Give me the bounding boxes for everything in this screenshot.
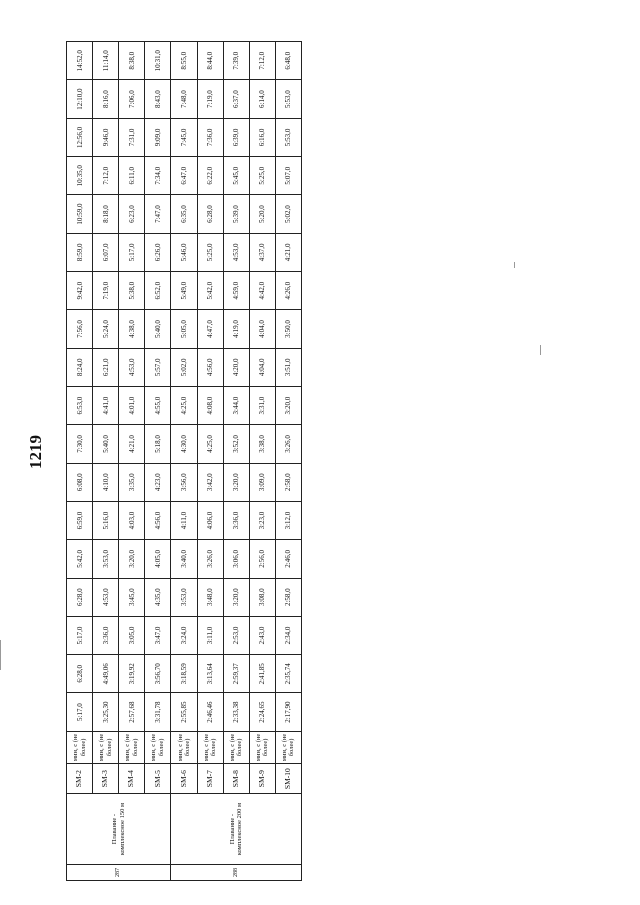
time-value-cell: 4:53,0 <box>93 578 119 616</box>
row-number-cell: 288 <box>171 864 302 880</box>
time-value-cell: 5:07,0 <box>275 157 301 195</box>
time-value-cell: 3:53,0 <box>93 540 119 578</box>
time-value-cell: 6:26,0 <box>145 233 171 271</box>
time-value-cell: 3:13,64 <box>197 655 223 693</box>
time-value-cell: 9:46,0 <box>93 118 119 156</box>
time-value-cell: 7:45,0 <box>171 118 197 156</box>
time-value-cell: 5:53,0 <box>275 80 301 118</box>
time-value-cell: 6:16,0 <box>249 118 275 156</box>
time-value-cell: 7:12,0 <box>249 42 275 80</box>
row-number-cell: 287 <box>67 864 171 880</box>
time-value-cell: 3:18,59 <box>171 655 197 693</box>
time-value-cell: 4:53,0 <box>223 233 249 271</box>
time-value-cell: 3:45,0 <box>119 578 145 616</box>
time-value-cell: 6:08,0 <box>67 463 93 501</box>
unit-cell: мин, с (не более) <box>249 731 275 763</box>
time-value-cell: 8:55,0 <box>171 42 197 80</box>
time-value-cell: 2:53,0 <box>223 616 249 654</box>
time-value-cell: 6:59,0 <box>67 501 93 539</box>
time-value-cell: 10:35,0 <box>67 157 93 195</box>
time-value-cell: 4:41,0 <box>93 386 119 424</box>
time-value-cell: 7:30,0 <box>67 425 93 463</box>
time-value-cell: 2:24,65 <box>249 693 275 731</box>
unit-cell: мин, с (не более) <box>119 731 145 763</box>
time-value-cell: 4:49,06 <box>93 655 119 693</box>
scan-mark <box>540 345 541 355</box>
time-value-cell: 3:31,0 <box>249 386 275 424</box>
discipline-cell: Плавание - комплексное 150 м <box>67 794 171 865</box>
time-value-cell: 4:10,0 <box>93 463 119 501</box>
time-value-cell: 5:17,0 <box>119 233 145 271</box>
time-value-cell: 4:42,0 <box>249 272 275 310</box>
time-value-cell: 12:10,0 <box>67 80 93 118</box>
time-value-cell: 3:50,0 <box>275 310 301 348</box>
time-value-cell: 3:40,0 <box>171 540 197 578</box>
time-value-cell: 4:59,0 <box>223 272 249 310</box>
unit-cell: мин, с (не более) <box>67 731 93 763</box>
time-value-cell: 2:56,0 <box>249 540 275 578</box>
time-value-cell: 10:31,0 <box>145 42 171 80</box>
time-value-cell: 2:58,0 <box>275 463 301 501</box>
time-value-cell: 2:35,74 <box>275 655 301 693</box>
time-value-cell: 4:47,0 <box>197 310 223 348</box>
table-row <box>93 42 119 881</box>
time-value-cell: 4:06,0 <box>197 501 223 539</box>
time-value-cell: 6:07,0 <box>93 233 119 271</box>
time-value-cell: 4:37,0 <box>249 233 275 271</box>
time-value-cell: 5:25,0 <box>197 233 223 271</box>
unit-cell: мин, с (не более) <box>93 731 119 763</box>
time-value-cell: 7:39,0 <box>223 42 249 80</box>
discipline-cell: Плавание - комплексное 200 м <box>171 794 302 865</box>
time-value-cell: 7:31,0 <box>119 118 145 156</box>
page-number: 1219 <box>26 435 45 469</box>
time-value-cell: 4:08,0 <box>197 386 223 424</box>
time-value-cell: 4:21,0 <box>275 233 301 271</box>
time-value-cell: 5:17,0 <box>67 616 93 654</box>
time-value-cell: 7:36,0 <box>197 118 223 156</box>
time-value-cell: 3:36,0 <box>223 501 249 539</box>
time-value-cell: 3:35,0 <box>119 463 145 501</box>
time-value-cell: 9:42,0 <box>67 272 93 310</box>
time-value-cell: 5:05,0 <box>171 310 197 348</box>
time-value-cell: 6:35,0 <box>171 195 197 233</box>
scan-mark <box>514 262 515 268</box>
table-row <box>119 42 145 881</box>
time-value-cell: 5:53,0 <box>275 118 301 156</box>
time-value-cell: 3:09,0 <box>249 463 275 501</box>
time-value-cell: 4:04,0 <box>249 348 275 386</box>
time-value-cell: 2:33,38 <box>223 693 249 731</box>
time-value-cell: 7:19,0 <box>93 272 119 310</box>
unit-cell: мин, с (не более) <box>145 731 171 763</box>
time-value-cell: 11:14,0 <box>93 42 119 80</box>
time-value-cell: 5:42,0 <box>67 540 93 578</box>
category-code-cell: SM-3 <box>93 764 119 794</box>
time-value-cell: 4:01,0 <box>119 386 145 424</box>
time-value-cell: 4:25,0 <box>171 386 197 424</box>
time-value-cell: 2:55,85 <box>171 693 197 731</box>
time-value-cell: 6:21,0 <box>93 348 119 386</box>
time-value-cell: 6:23,0 <box>119 195 145 233</box>
time-value-cell: 3:26,0 <box>197 540 223 578</box>
time-value-cell: 7:12,0 <box>93 157 119 195</box>
category-code-cell: SM-8 <box>223 764 249 794</box>
category-code-cell: SM-2 <box>67 764 93 794</box>
time-value-cell: 2:41,85 <box>249 655 275 693</box>
time-value-cell: 4:25,0 <box>197 425 223 463</box>
time-value-cell: 4:38,0 <box>119 310 145 348</box>
time-value-cell: 2:58,0 <box>275 578 301 616</box>
time-value-cell: 10:59,0 <box>67 195 93 233</box>
time-value-cell: 2:46,46 <box>197 693 223 731</box>
table-row <box>67 42 93 881</box>
scan-mark <box>0 640 1 670</box>
time-value-cell: 7:56,0 <box>67 310 93 348</box>
table-row <box>197 42 223 881</box>
time-value-cell: 5:57,0 <box>145 348 171 386</box>
category-code-cell: SM-5 <box>145 764 171 794</box>
time-value-cell: 3:48,0 <box>197 578 223 616</box>
time-value-cell: 3:36,0 <box>93 616 119 654</box>
time-value-cell: 5:24,0 <box>93 310 119 348</box>
time-value-cell: 6:11,0 <box>119 157 145 195</box>
time-value-cell: 4:56,0 <box>145 501 171 539</box>
time-value-cell: 8:43,0 <box>145 80 171 118</box>
time-value-cell: 6:52,0 <box>145 272 171 310</box>
standards-table-wrapper <box>66 41 302 881</box>
time-value-cell: 4:21,0 <box>119 425 145 463</box>
unit-cell: мин, с (не более) <box>171 731 197 763</box>
time-value-cell: 4:26,0 <box>275 272 301 310</box>
time-value-cell: 8:44,0 <box>197 42 223 80</box>
time-value-cell: 6:28,0 <box>67 655 93 693</box>
time-value-cell: 6:28,0 <box>67 578 93 616</box>
table-row <box>223 42 249 881</box>
time-value-cell: 5:45,0 <box>223 157 249 195</box>
time-value-cell: 4:55,0 <box>145 386 171 424</box>
time-value-cell: 2:59,37 <box>223 655 249 693</box>
time-value-cell: 5:16,0 <box>93 501 119 539</box>
time-value-cell: 3:25,30 <box>93 693 119 731</box>
table-row <box>145 42 171 881</box>
time-value-cell: 7:19,0 <box>197 80 223 118</box>
time-value-cell: 5:42,0 <box>197 272 223 310</box>
time-value-cell: 3:47,0 <box>145 616 171 654</box>
time-value-cell: 6:28,0 <box>197 195 223 233</box>
time-value-cell: 3:52,0 <box>223 425 249 463</box>
time-value-cell: 6:53,0 <box>67 386 93 424</box>
time-value-cell: 4:35,0 <box>145 578 171 616</box>
time-value-cell: 3:20,0 <box>223 578 249 616</box>
time-value-cell: 8:24,0 <box>67 348 93 386</box>
time-value-cell: 2:17,90 <box>275 693 301 731</box>
unit-cell: мин, с (не более) <box>275 731 301 763</box>
time-value-cell: 5:49,0 <box>171 272 197 310</box>
time-value-cell: 3:05,0 <box>119 616 145 654</box>
unit-cell: мин, с (не более) <box>197 731 223 763</box>
time-value-cell: 3:38,0 <box>249 425 275 463</box>
time-value-cell: 3:42,0 <box>197 463 223 501</box>
standards-table <box>66 41 302 881</box>
time-value-cell: 4:20,0 <box>223 348 249 386</box>
time-value-cell: 8:59,0 <box>67 233 93 271</box>
time-value-cell: 2:43,0 <box>249 616 275 654</box>
time-value-cell: 7:34,0 <box>145 157 171 195</box>
time-value-cell: 3:56,0 <box>171 463 197 501</box>
category-code-cell: SM-6 <box>171 764 197 794</box>
time-value-cell: 14:52,0 <box>67 42 93 80</box>
time-value-cell: 5:39,0 <box>223 195 249 233</box>
time-value-cell: 8:16,0 <box>93 80 119 118</box>
time-value-cell: 5:17,0 <box>67 693 93 731</box>
time-value-cell: 3:19,92 <box>119 655 145 693</box>
table-row <box>249 42 275 881</box>
time-value-cell: 3:56,70 <box>145 655 171 693</box>
time-value-cell: 5:25,0 <box>249 157 275 195</box>
category-code-cell: SM-4 <box>119 764 145 794</box>
time-value-cell: 6:37,0 <box>223 80 249 118</box>
time-value-cell: 5:38,0 <box>119 272 145 310</box>
table-row <box>275 42 301 881</box>
time-value-cell: 7:47,0 <box>145 195 171 233</box>
unit-cell: мин, с (не более) <box>223 731 249 763</box>
category-code-cell: SM-7 <box>197 764 223 794</box>
time-value-cell: 9:09,0 <box>145 118 171 156</box>
time-value-cell: 7:06,0 <box>119 80 145 118</box>
time-value-cell: 4:05,0 <box>145 540 171 578</box>
time-value-cell: 3:20,0 <box>275 386 301 424</box>
time-value-cell: 7:48,0 <box>171 80 197 118</box>
time-value-cell: 5:02,0 <box>171 348 197 386</box>
time-value-cell: 3:06,0 <box>223 540 249 578</box>
time-value-cell: 5:20,0 <box>249 195 275 233</box>
time-value-cell: 2:57,68 <box>119 693 145 731</box>
time-value-cell: 4:04,0 <box>249 310 275 348</box>
time-value-cell: 3:08,0 <box>249 578 275 616</box>
time-value-cell: 4:11,0 <box>171 501 197 539</box>
time-value-cell: 5:18,0 <box>145 425 171 463</box>
time-value-cell: 3:12,0 <box>275 501 301 539</box>
time-value-cell: 8:38,0 <box>119 42 145 80</box>
time-value-cell: 12:56,0 <box>67 118 93 156</box>
time-value-cell: 3:44,0 <box>223 386 249 424</box>
time-value-cell: 3:20,0 <box>119 540 145 578</box>
time-value-cell: 6:22,0 <box>197 157 223 195</box>
time-value-cell: 2:34,0 <box>275 616 301 654</box>
time-value-cell: 4:56,0 <box>197 348 223 386</box>
category-code-cell: SM-9 <box>249 764 275 794</box>
time-value-cell: 3:11,0 <box>197 616 223 654</box>
standards-table-body <box>67 42 302 881</box>
time-value-cell: 3:24,0 <box>171 616 197 654</box>
time-value-cell: 3:51,0 <box>275 348 301 386</box>
time-value-cell: 3:26,0 <box>275 425 301 463</box>
time-value-cell: 6:48,0 <box>275 42 301 80</box>
time-value-cell: 5:02,0 <box>275 195 301 233</box>
time-value-cell: 2:46,0 <box>275 540 301 578</box>
time-value-cell: 6:14,0 <box>249 80 275 118</box>
time-value-cell: 5:40,0 <box>145 310 171 348</box>
time-value-cell: 4:30,0 <box>171 425 197 463</box>
time-value-cell: 8:18,0 <box>93 195 119 233</box>
time-value-cell: 4:19,0 <box>223 310 249 348</box>
category-code-cell: SM-10 <box>275 764 301 794</box>
time-value-cell: 5:40,0 <box>93 425 119 463</box>
time-value-cell: 3:20,0 <box>223 463 249 501</box>
time-value-cell: 6:47,0 <box>171 157 197 195</box>
table-row <box>171 42 197 881</box>
time-value-cell: 3:53,0 <box>171 578 197 616</box>
time-value-cell: 5:46,0 <box>171 233 197 271</box>
time-value-cell: 3:23,0 <box>249 501 275 539</box>
time-value-cell: 4:53,0 <box>119 348 145 386</box>
time-value-cell: 4:23,0 <box>145 463 171 501</box>
time-value-cell: 4:03,0 <box>119 501 145 539</box>
time-value-cell: 6:39,0 <box>223 118 249 156</box>
time-value-cell: 3:31,78 <box>145 693 171 731</box>
